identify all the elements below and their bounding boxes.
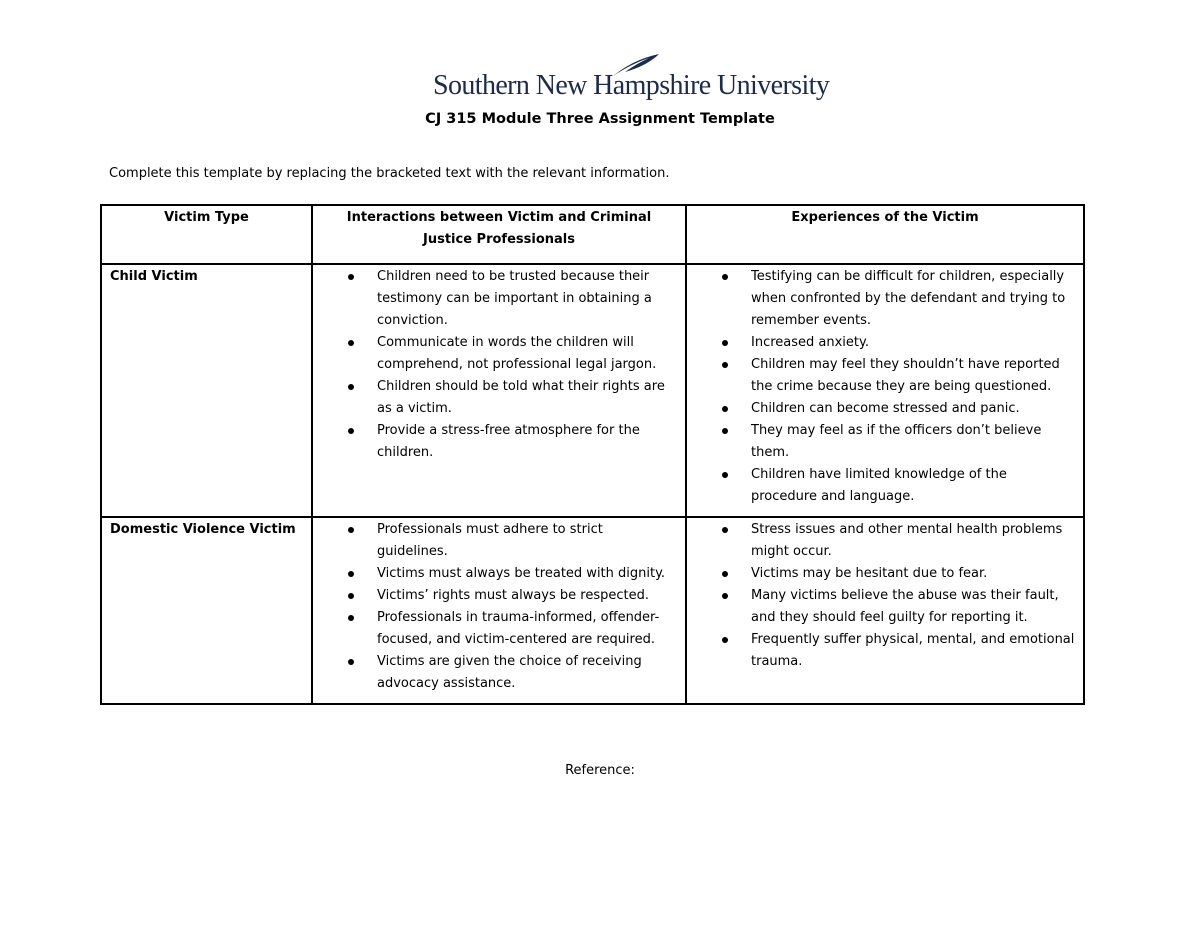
list-item: Victims’ rights must always be respected. [377,585,677,607]
child-interactions-cell [312,264,686,517]
list-item: Many victims believe the abuse was their fault, and they should feel guilty for reporting it. [751,585,1075,629]
bullet-list [695,519,1075,673]
bullet-list [321,519,677,695]
intro-text: Complete this template by replacing the bracketed text with the relevant information. [109,166,670,181]
list-item: Victims are given the choice of receiving advocacy assistance. [377,651,677,695]
logo-wordmark: Southern New Hampshire University [433,70,830,101]
reference-label: Reference: [565,763,635,778]
row-label-domestic: Domestic Violence Victim [101,517,312,704]
list-item: Children need to be trusted because their testimony can be important in obtaining a conviction. [377,266,677,332]
list-item: Professionals must adhere to strict guidelines. [377,519,677,563]
bullet-list [321,266,677,464]
list-item: Victims may be hesitant due to fear. [751,563,1075,585]
page-title: CJ 315 Module Three Assignment Template [425,111,775,127]
header-victim-type: Victim Type [101,205,312,264]
header-interactions: Interactions between Victim and Criminal Justice Professionals [312,205,686,264]
university-logo [433,52,830,104]
list-item: Children have limited knowledge of the procedure and language. [751,464,1075,508]
list-item: Children may feel they shouldn’t have reported the crime because they are being questioned. [751,354,1075,398]
list-item: Increased anxiety. [751,332,1075,354]
domestic-interactions-cell [312,517,686,704]
row-label-child: Child Victim [101,264,312,517]
list-item: Children can become stressed and panic. [751,398,1075,420]
domestic-experiences-cell [686,517,1084,704]
list-item: Testifying can be difficult for children, especially when confronted by the defendant and trying to remember events. [751,266,1075,332]
table-row [101,264,1084,517]
list-item: Communicate in words the children will comprehend, not professional legal jargon. [377,332,677,376]
list-item: Stress issues and other mental health problems might occur. [751,519,1075,563]
header-experiences: Experiences of the Victim [686,205,1084,264]
table-header-row [101,205,1084,264]
list-item: Professionals in trauma-informed, offender-focused, and victim-centered are required. [377,607,677,651]
list-item: Provide a stress-free atmosphere for the children. [377,420,677,464]
bullet-list [695,266,1075,508]
table-row [101,517,1084,704]
child-experiences-cell [686,264,1084,517]
list-item: Frequently suffer physical, mental, and emotional trauma. [751,629,1075,673]
list-item: They may feel as if the officers don’t believe them. [751,420,1075,464]
list-item: Children should be told what their rights are as a victim. [377,376,677,420]
list-item: Victims must always be treated with dignity. [377,563,677,585]
victim-table [100,204,1085,705]
